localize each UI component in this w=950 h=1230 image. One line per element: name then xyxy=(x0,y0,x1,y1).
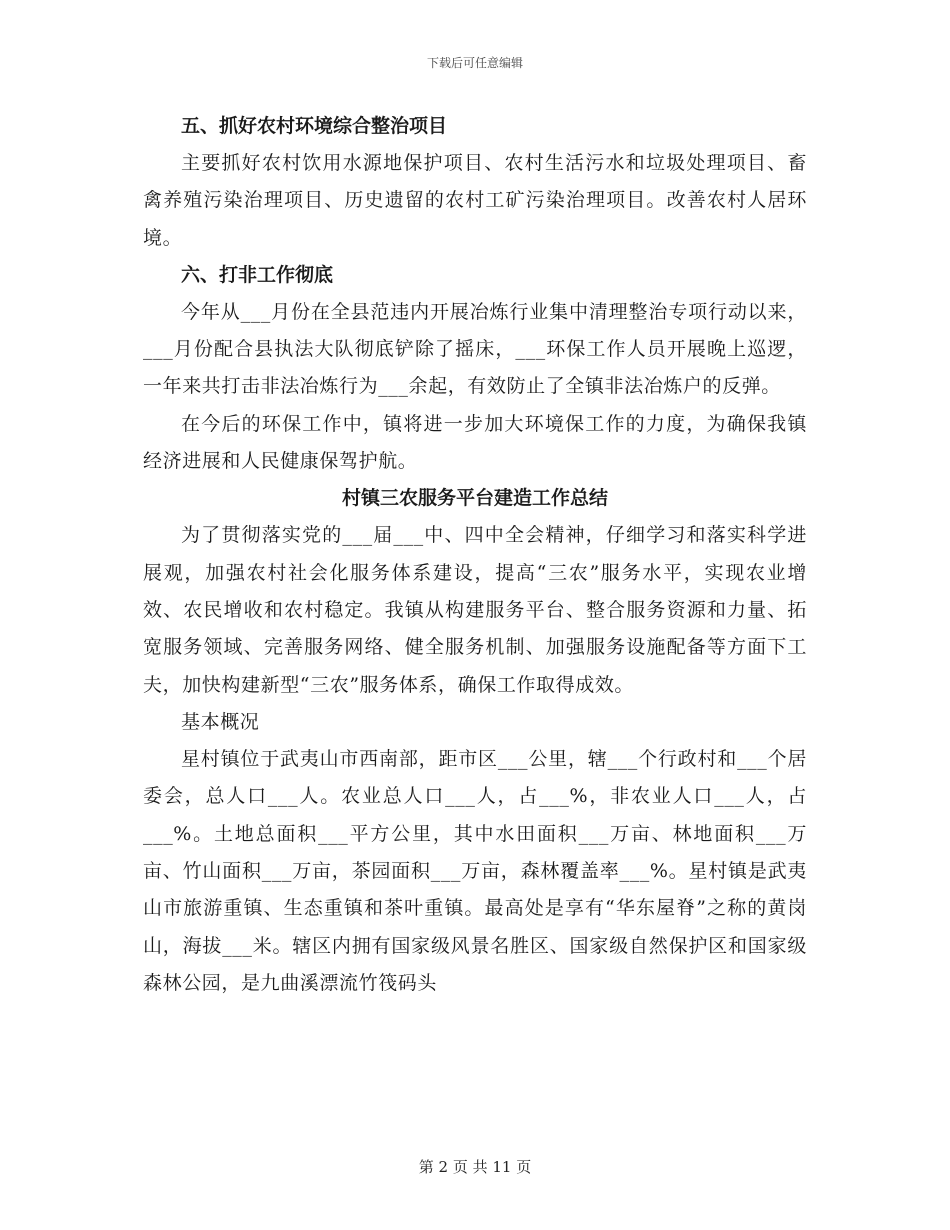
closing-paragraph: 在今后的环保工作中，镇将进一步加大环境保工作的力度，为确保我镇经济进展和人民健康保驾护航。 xyxy=(143,412,807,473)
basic-overview-heading: 基本概况 xyxy=(181,710,260,733)
section-6-paragraph: 今年从___月份在全县范违内开展冶炼行业集中清理整治专项行动以来，___月份配合县执法大队彻底铲除了摇床，___环保工作人员开展晚上巡逻，一年来共打击非法冶炼行为___余起，有效防止了全镇非法冶炼户的反弹。 xyxy=(143,300,807,398)
document-title: 村镇三农服务平台建造工作总结 xyxy=(341,487,608,510)
section-heading-5: 五、抓好农村环境综合整治项目 xyxy=(181,115,448,137)
section-heading-6: 六、打非工作彻底 xyxy=(181,263,334,286)
section-5-paragraph: 主要抓好农村饮用水源地保护项目、农村生活污水和垃圾处理项目、畜禽养殖污染治理项目、历史遗留的农村工矿污染治理项目。改善农村人居环境。 xyxy=(143,152,807,249)
intro-paragraph: 为了贯彻落实党的___届___中、四中全会精神，仔细学习和落实科学进展观，加强农村社会化服务体系建设，提高“三农”服务水平，实现农业增效、农民增收和农村稳定。我镇从构建服务平台、整合服务资源和力量、拓宽服务领域、完善服务网络、健全服务机制、加强服务设施配备等方面下工夫，加快构建新型“三农”服务体系，确保工作取得成效。 xyxy=(143,524,807,696)
page-number-footer: 第 2 页 共 11 页 xyxy=(418,1158,532,1176)
basic-overview-paragraph: 星村镇位于武夷山市西南部，距市区___公里，辖___个行政村和___个居委会，总人口___人。农业总人口___人，占___%，非农业人口___人，占___%。土地总面积___平方公里，其中水田面积___万亩、林地面积___万亩、竹山面积___万亩，茶园面积___万亩，森林覆盖率___%。星村镇是武夷山市旅游重镇、生态重镇和茶叶重镇。最高处是享有“华东屋脊”之称的黄岗山，海拔___米。辖区内拥有国家级风景名胜区、国家级自然保护区和国家级森林公园，是九曲溪漂流竹筏码头 xyxy=(143,748,807,994)
document-body xyxy=(143,108,807,1002)
page-header-note: 下载后可任意编辑 xyxy=(426,56,523,70)
